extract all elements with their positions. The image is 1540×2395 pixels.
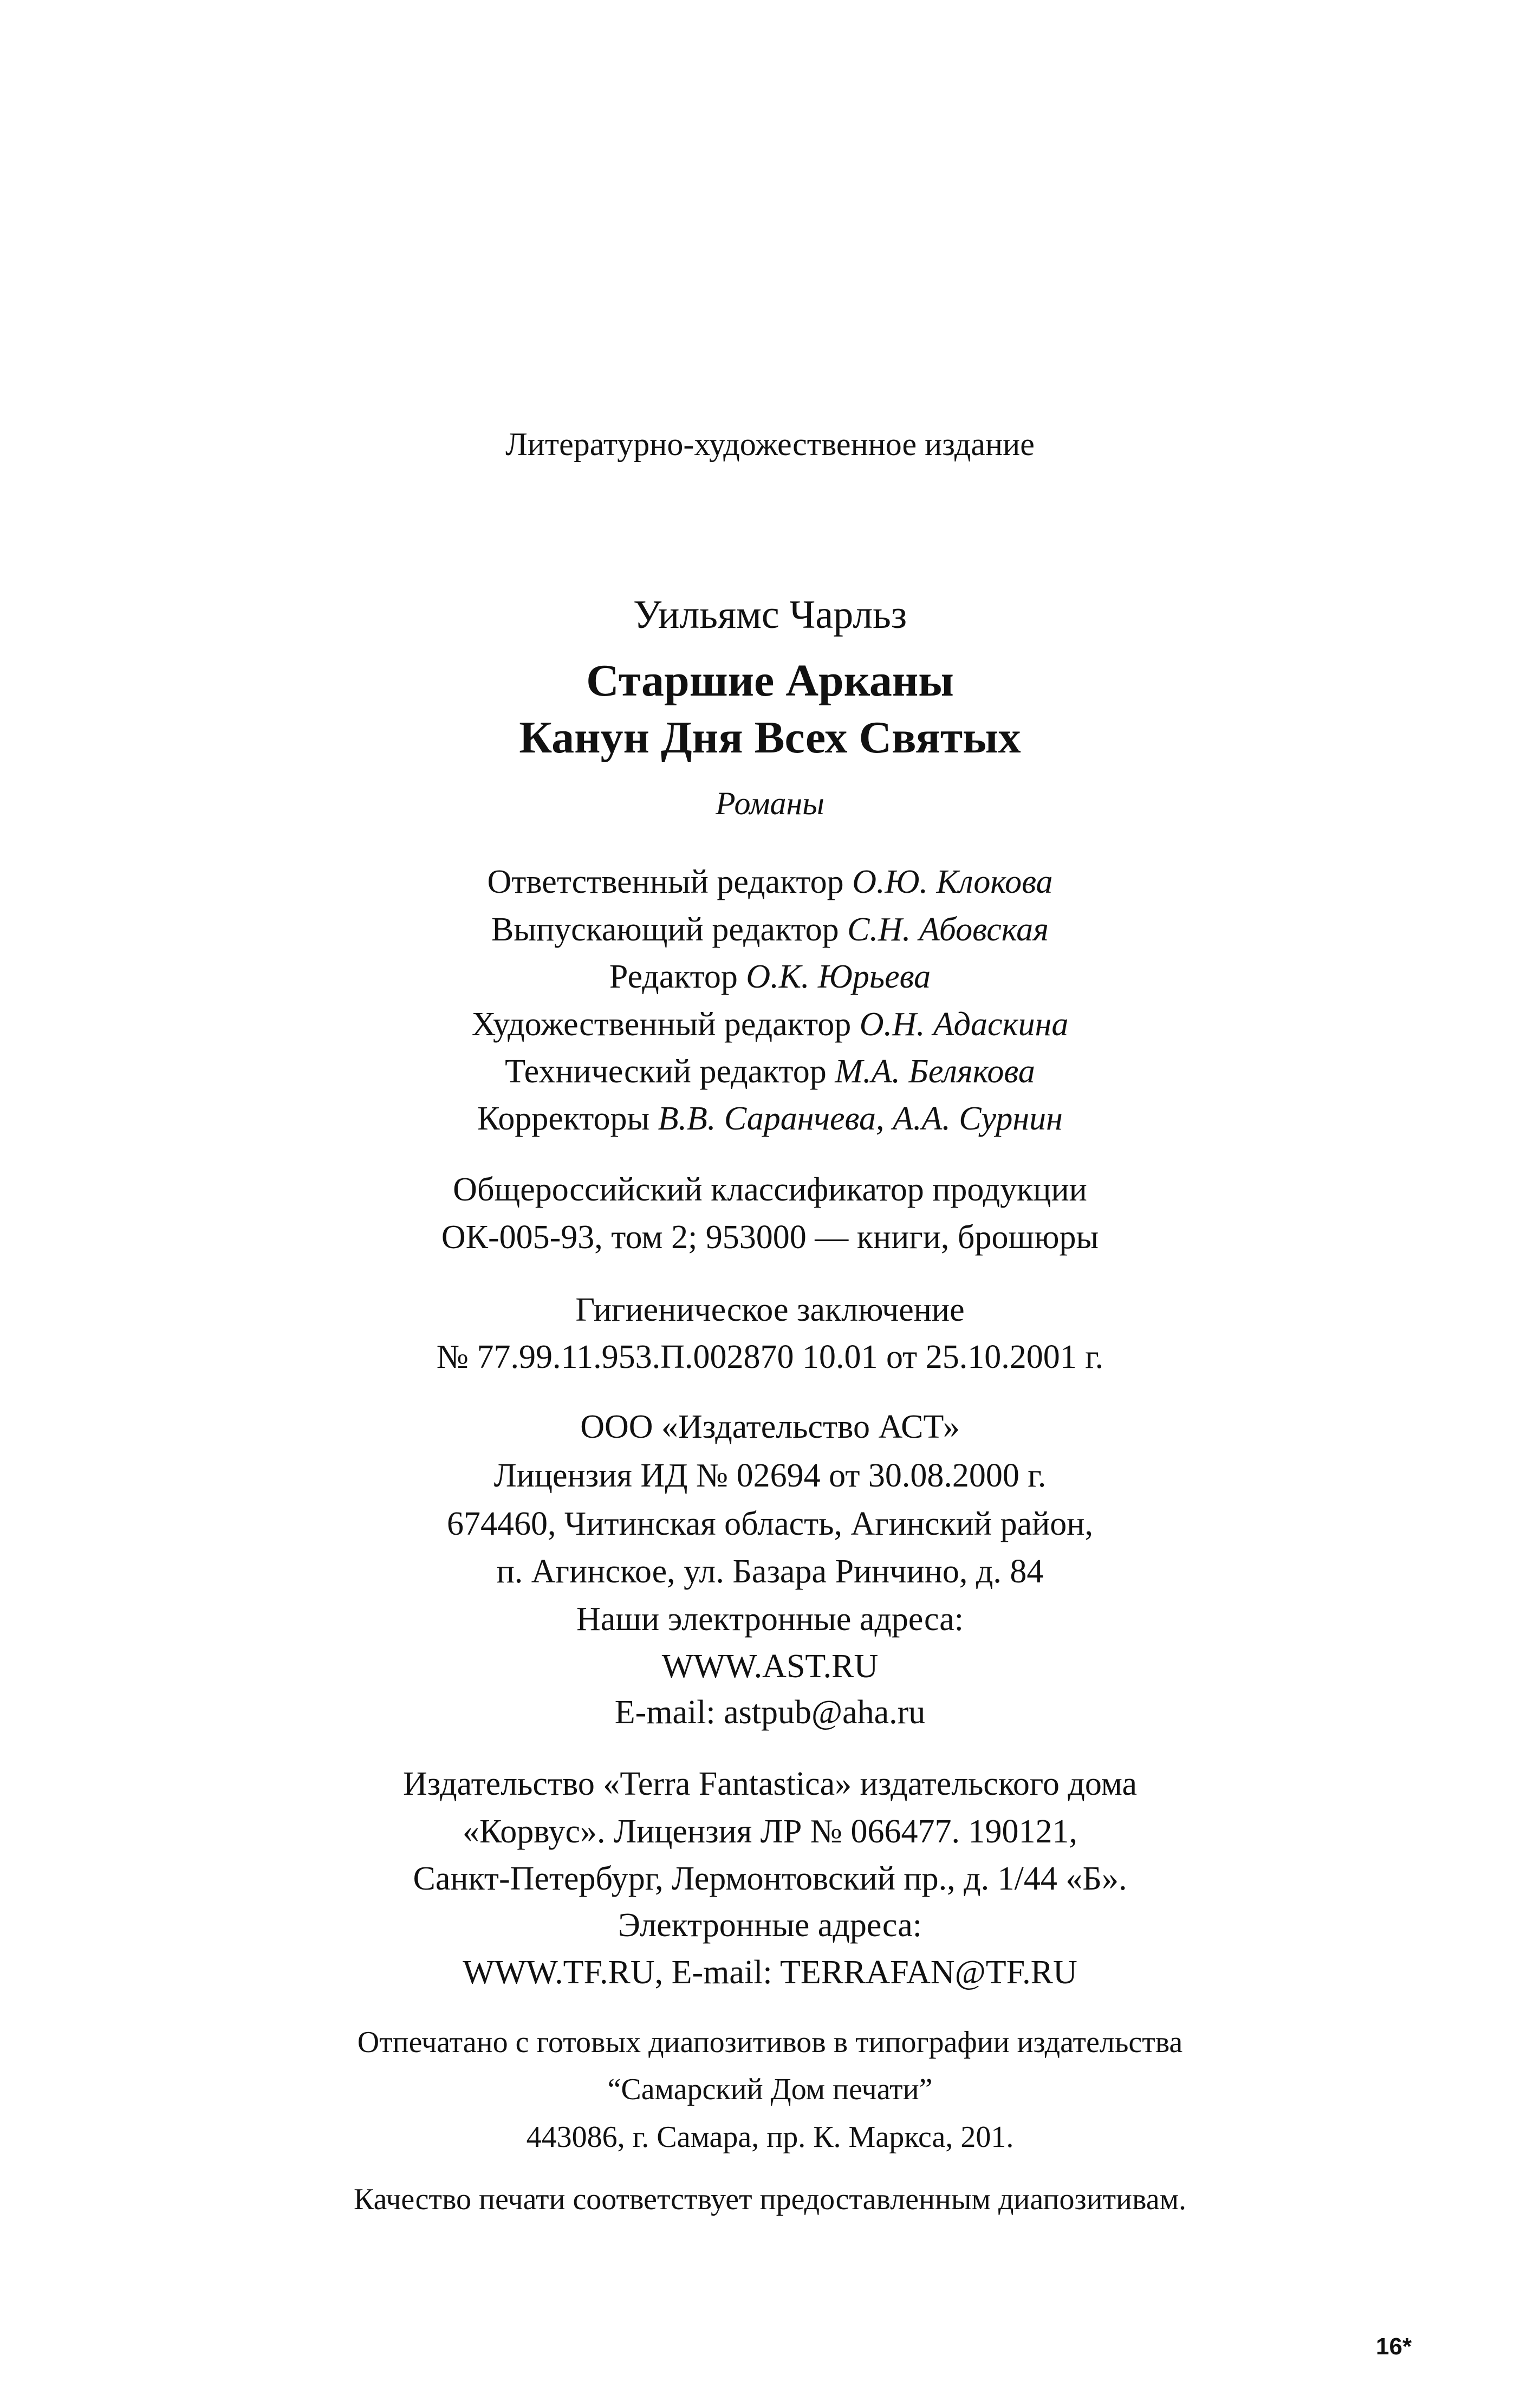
author-name: Уильямс Чарльз: [633, 593, 907, 637]
credit-line: [0, 865, 1540, 899]
credit-role: Ответственный редактор: [487, 864, 844, 900]
publisher-ast-line: E-mail: astpub@aha.ru: [614, 1694, 926, 1731]
hygiene-line: Гигиеническое заключение: [575, 1291, 965, 1328]
quality-note: Качество печати соответствует предоставленным диапозитивам.: [353, 2183, 1187, 2216]
publisher-ast-line: Наши электронные адреса:: [576, 1601, 964, 1638]
credit-name: О.Ю. Клокова: [852, 864, 1053, 900]
printing-line: Отпечатано с готовых диапозитивов в типографии издательства: [357, 2026, 1183, 2059]
credit-role: Корректоры: [477, 1100, 650, 1137]
publisher-ast-line: 674460, Читинская область, Агинский район,: [447, 1505, 1093, 1542]
publisher-ast-line: п. Агинское, ул. Базара Ринчино, д. 84: [496, 1553, 1044, 1590]
publisher-terra-line: Электронные адреса:: [618, 1907, 922, 1944]
credit-role: Выпускающий редактор: [491, 911, 839, 948]
credit-role: Редактор: [609, 958, 738, 995]
credit-role: Технический редактор: [505, 1053, 827, 1090]
publisher-ast-line: Лицензия ИД № 02694 от 30.08.2000 г.: [493, 1457, 1047, 1494]
credit-name: М.А. Белякова: [835, 1053, 1035, 1090]
publisher-ast-line: ООО «Издательство АСТ»: [580, 1409, 960, 1445]
genre: Романы: [716, 786, 824, 821]
publisher-ast-line: WWW.AST.RU: [661, 1648, 879, 1685]
signature-mark: 16*: [1376, 2333, 1412, 2360]
book-title-1: Старшие Арканы: [586, 655, 954, 706]
credit-name: С.Н. Абовская: [847, 911, 1049, 948]
credit-role: Художественный редактор: [471, 1006, 852, 1043]
printing-line: 443086, г. Самара, пр. К. Маркса, 201.: [526, 2120, 1014, 2154]
classifier-line: ОК-005-93, том 2; 953000 — книги, брошюры: [441, 1219, 1099, 1256]
printing-line: “Самарский Дом печати”: [607, 2073, 933, 2106]
credit-line: [0, 1102, 1540, 1135]
book-title-2: Канун Дня Всех Святых: [519, 712, 1021, 763]
classifier-line: Общероссийский классификатор продукции: [453, 1171, 1087, 1208]
credit-name: В.В. Саранчева, А.А. Сурнин: [658, 1100, 1063, 1137]
publisher-terra-line: Издательство «Terra Fantastica» издательского дома: [402, 1766, 1138, 1802]
credit-name: О.Н. Адаскина: [859, 1006, 1069, 1043]
publisher-terra-line: «Корвус». Лицензия ЛР № 066477. 190121,: [463, 1813, 1077, 1850]
hygiene-line: № 77.99.11.953.П.002870 10.01 от 25.10.2001 г.: [436, 1339, 1104, 1375]
credit-name: О.К. Юрьева: [746, 958, 931, 995]
credit-line: [0, 960, 1540, 994]
edition-type: Литературно-художественное издание: [505, 426, 1035, 462]
credit-line: [0, 1055, 1540, 1088]
credit-line: [0, 913, 1540, 946]
credit-line: [0, 1008, 1540, 1041]
publisher-terra-line: WWW.TF.RU, E-mail: TERRAFAN@TF.RU: [463, 1954, 1077, 1991]
publisher-terra-line: Санкт-Петербург, Лермонтовский пр., д. 1/44 «Б».: [413, 1860, 1127, 1897]
